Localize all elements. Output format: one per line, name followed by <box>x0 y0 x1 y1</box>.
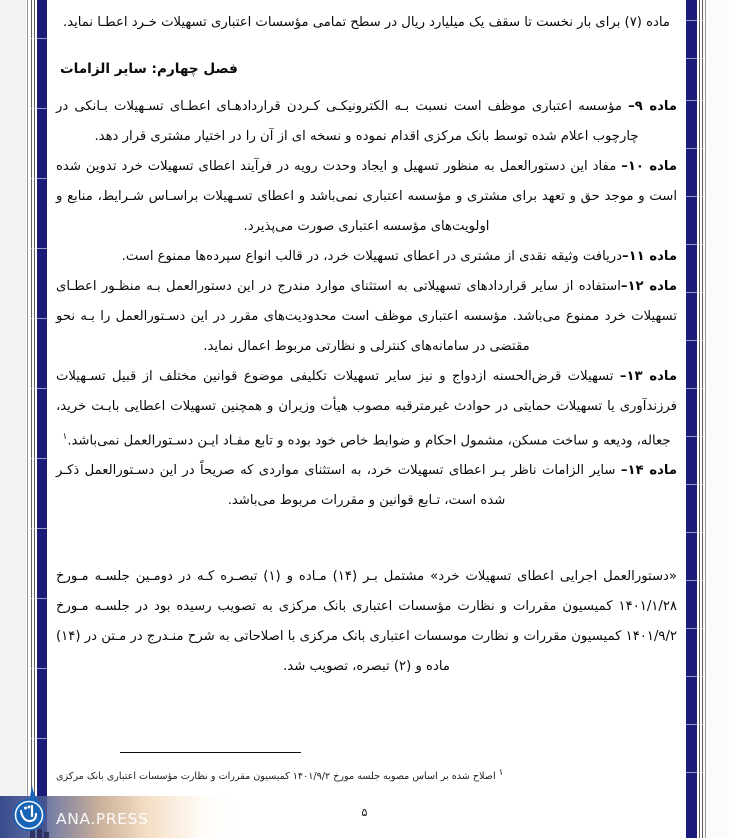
footnote-marker: ۱ <box>498 768 504 778</box>
border-tick-right <box>685 148 705 149</box>
paragraph-article-7-continued: ماده (۷) برای بار نخست تا سقف یک میلیارد ریال در سطح تمامی مؤسسات اعتباری تسهیلات خـرد اعطـا نماید. <box>63 15 670 30</box>
border-rule-left-inner-1 <box>31 0 32 838</box>
paragraph-article-10 <box>56 152 677 242</box>
border-tick-right <box>685 244 705 245</box>
border-bar-right-navy <box>686 0 697 838</box>
border-rule-right-inner-2 <box>702 0 703 838</box>
paragraph-closing-statement: «دستورالعمل اجرایی اعطای تسهیلات خرد» مشتمل بـر (۱۴) مـاده و (۱) تبصـره کـه در دومـین جلسـه مـورخ ۱۴۰۱/۱/۲۸ کمیسیون مقررات و نظارت مؤسسات اعتباری بانک مرکزی به تصویب رسیده بود در جلسـه مـورخ ۱۴۰۱/۹/۲ کمیسیون مقررات و نظارت موسسات اعتباری بانک مرکزی با اصلاحاتی به شرح منـدرج در مـتن در (۱۴) ماده و (۲) تبصره، تصویب شد. <box>56 569 677 675</box>
border-rule-right-hairline <box>705 0 706 838</box>
border-tick-right <box>685 196 705 197</box>
border-tick-left <box>31 108 48 109</box>
spacer <box>56 516 677 562</box>
page-gutter-left <box>0 0 26 838</box>
border-tick-right <box>685 100 705 101</box>
page-number: ۵ <box>361 806 368 819</box>
footnote-reference-marker[interactable]: ۱ <box>62 432 68 442</box>
border-rule-right-inner-1 <box>699 0 700 838</box>
article-10-label: ماده ۱۰– <box>621 159 677 174</box>
border-tick-right <box>685 340 705 341</box>
paragraph-article-9 <box>56 92 677 152</box>
border-tick-left <box>31 458 48 459</box>
article-14-label: ماده ۱۴– <box>620 463 677 479</box>
article-12-label: ماده ۱۲– <box>620 279 678 294</box>
border-tick-right <box>685 628 705 629</box>
border-tick-right <box>685 58 705 59</box>
border-tick-right <box>685 20 705 21</box>
border-tick-right <box>685 724 705 725</box>
article-13-text: تسهیلات قرض‌الحسنه ازدواج و نیز سایر تسهیلات تکلیفی موضوع قوانین مختلف از قبیل تسـهیلات فرزندآوری یا تسهیلات حمایتی در حوادث غیرمترقبه مصوب هیأت وزیران و همچنین تسهیلات اعطایی بابـت خرید، جعاله، ودیعه و ساخت مسکن، مشمول احکام و ضوابط خاص خود بوده و تابع مفـاد ایـن دسـتورالعمل نمی‌باشد. <box>56 369 677 449</box>
footnote <box>56 766 677 784</box>
spacer <box>56 84 677 92</box>
border-tick-left <box>31 598 48 599</box>
paragraph-article-14 <box>56 456 677 516</box>
border-tick-right <box>685 532 705 533</box>
border-tick-left <box>31 738 48 739</box>
border-tick-right <box>685 388 705 389</box>
article-10-text: مفاد این دستورالعمل به منظور تسهیل و ایجاد وحدت رویه در فرآیند اعطای تسهیلات خرد تدوین شده است و موجد حق و تعهد برای مشتری و مؤسسه اعتباری نمی‌باشد و اعطای تسـهیلات براسـاس شـرایط، منابع و اولویت‌های مؤسسه اعتباری صورت می‌پذیرد. <box>56 159 677 234</box>
article-13-label: ماده ۱۳– <box>619 369 677 384</box>
border-tick-left <box>31 178 48 179</box>
border-tick-right <box>685 292 705 293</box>
document-body <box>56 0 677 838</box>
page-gutter-right <box>703 0 729 838</box>
paragraph-article-12 <box>56 272 677 362</box>
chapter-heading-four: فصل چهارم: سایر الزامات <box>60 61 238 77</box>
border-tick-right <box>685 676 705 677</box>
border-rule-left-hairline <box>27 0 28 838</box>
border-tick-left <box>31 248 48 249</box>
article-11-text: دریافت وثیقه نقدی از مشتری در اعطای تسهیلات خرد، در قالب انواع سپرده‌ها ممنوع است. <box>121 249 623 264</box>
article-14-text: سایر الزامات ناظر بـر اعطای تسهیلات خرد، به استثنای مواردی که صریحاً در این دسـتورالعمل ذکـر شده است، تـابع قوانین و مقررات مربوط می‌باشد. <box>56 463 621 509</box>
article-11-label: ماده ۱۱– <box>622 249 677 264</box>
spacer <box>56 38 677 54</box>
border-bar-left-navy <box>37 0 47 838</box>
watermark-text: ANA.PRESS <box>56 810 149 828</box>
border-tick-left <box>31 38 48 39</box>
article-9-label: ماده ۹– <box>628 99 677 114</box>
article-12-text: استفاده از سایر قراردادهای تسهیلاتی به استثنای موارد مندرج در این دستورالعمل بـه منظـور اعطـای تسهیلات خرد ممنوع می‌باشد. مؤسسه اعتباری موظف است محدودیت‌های مقرر در این دسـتورالعمل را بـه نحو مقتضی در سامانه‌های کنترلی و نظارتی مربوط اعمال نماید. <box>56 279 677 354</box>
article-9-text: مؤسسه اعتباری موظف است نسبت بـه الکترونیکـی کـردن قراردادهـای اعطـای تسـهیلات بـانکی در چارچوب اعلام شده توسط بانک مرکزی اقدام نموده و نسخه ای از آن را در اختیار مشتری قرار دهد. <box>56 99 639 144</box>
border-tick-right <box>685 772 705 773</box>
paragraph-article-13 <box>56 362 677 456</box>
border-tick-left <box>31 318 48 319</box>
spacer <box>56 0 677 8</box>
border-tick-right <box>685 484 705 485</box>
border-tick-right <box>685 580 705 581</box>
paragraph-article-11 <box>56 242 677 272</box>
border-tick-left <box>31 388 48 389</box>
footnote-text: اصلاح شده بر اساس مصوبه جلسه مورخ ۱۴۰۱/۹/۲ کمیسیون مقررات و نظارت مؤسسات اعتباری بانک مرکزی <box>56 771 499 783</box>
border-rule-left-inner-2 <box>34 0 35 838</box>
footnote-separator-rule <box>120 752 301 753</box>
border-tick-right <box>685 436 705 437</box>
border-tick-left <box>31 668 48 669</box>
border-tick-left <box>31 528 48 529</box>
